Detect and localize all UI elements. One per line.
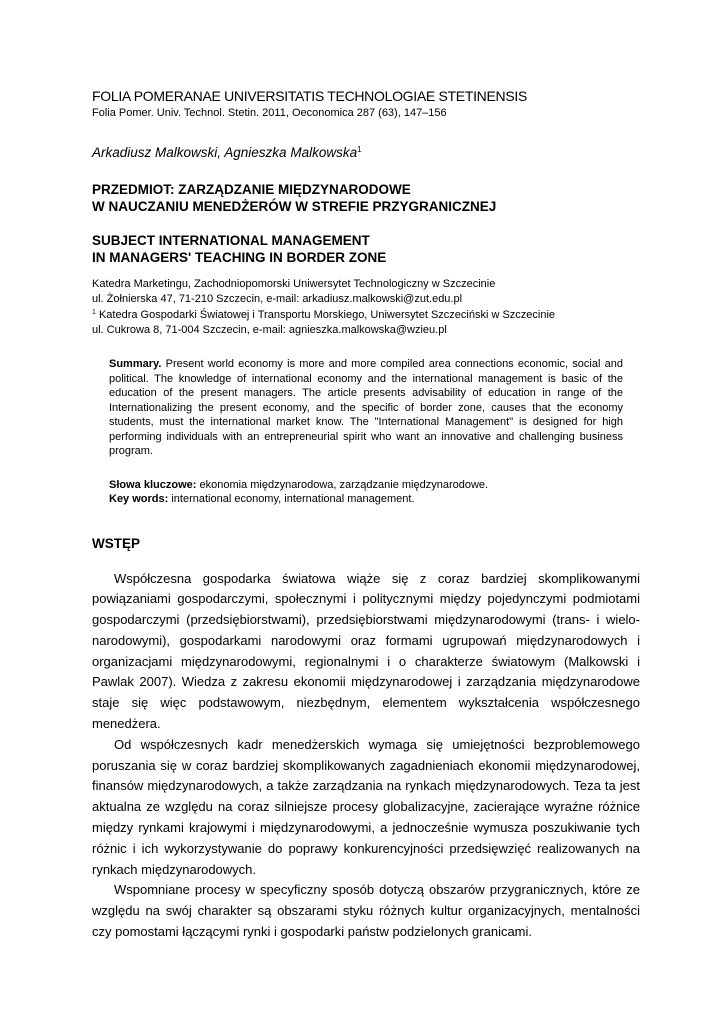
affiliation-text: Katedra Gospodarki Światowej i Transportu Morskiego, Uniwersytet Szczeciński w Szczecinie [95, 309, 556, 321]
paragraph: Od współczesnych kadr menedżerskich wymaga się umiejętności bezproblemowego poruszania się w coraz bardziej skomplikowanych zagadnieniach ekonomii międzynarodowej, finansów międzynarodowych, a także zarządzania na rynkach międzynarodowych. Teza ta jest aktualna ze względu na coraz silniejsze procesy globalizacyjne, zacierające wyraźne różnice między rynkami krajowymi i międzynarodowymi, a jednocześnie wymusza poszukiwanie tych różnic i ich wykorzystywanie do poprawy konkurencyjności przedsięwzięć realizowanych na rynkach międzynarodowych. [92, 736, 640, 877]
affiliation-footnote-mark: 1 [92, 309, 96, 316]
journal-citation: Folia Pomer. Univ. Technol. Stetin. 2011, Oeconomica 287 (63), 147–156 [92, 107, 447, 119]
title-pl-line2: W NAUCZANIU MENEDŻERÓW W STREFIE PRZYGRANICZNEJ [92, 199, 497, 214]
paragraph: Wspomniane procesy w specyficzny sposób dotyczą obszarów przygranicznych, które ze względu na swój charakter są obszarami styku różnych kultur organizacyjnych, mentalności czy pomostami łączącymi rynki i gospodarki państw podzielonych granicami. [92, 882, 640, 940]
affiliation-line: ul. Żołnierska 47, 71-210 Szczecin, e-mail: arkadiusz.malkowski@zut.edu.pl [92, 292, 463, 305]
journal-title: FOLIA POMERANAE UNIVERSITATIS TECHNOLOGIAE STETINENSIS [92, 88, 527, 104]
abstract [109, 357, 623, 459]
title-en-line2: IN MANAGERS' TEACHING IN BORDER ZONE [92, 250, 387, 265]
section-heading: WSTĘP [92, 535, 141, 551]
author-footnote-mark: 1 [357, 145, 362, 154]
affiliation-line [92, 306, 640, 323]
title-pl-line1: PRZEDMIOT: ZARZĄDZANIE MIĘDZYNARODOWE [92, 182, 411, 197]
keywords-en-text: international economy, international management. [168, 492, 415, 505]
affiliation-line: Katedra Marketingu, Zachodniopomorski Uniwersytet Technologiczny w Szczecinie [92, 278, 496, 290]
title-polish [92, 181, 640, 215]
title-en-line1: SUBJECT INTERNATIONAL MANAGEMENT [92, 233, 370, 248]
paragraph: Współczesna gospodarka światowa wiąże się z coraz bardziej skomplikowanymi powiązaniami gospodarczymi, społecznymi i politycznymi między pojedynczymi podmiotami gospodarczymi (przedsiębiorstwami), przedsiębiorstwami międzynarodowymi (trans- i wielo- narodowymi), gospodarkami narodowymi oraz formami ugrupowań międzynarodowych i organizacjami międzynarodowymi, regionalnymi i o charakterze światowym (Malkowski i Pawlak 2007). Wiedza z zakresu ekonomii międzynarodowej i zarządzania międzynarodowe staje się więc podstawowym, niezbędnym, elementem wykształcenia współczesnego menedżera. [92, 570, 640, 732]
body-text [92, 569, 640, 943]
title-english [92, 232, 640, 266]
abstract-label: Summary. [109, 358, 162, 370]
keywords-pl-label: Słowa kluczowe: [109, 478, 197, 491]
abstract-text: Present world economy is more and more compiled area connections economic, social and political. The knowledge of international economy and the international management is basic of the education of the present managers. The article presents advisability of education in range of the Internationalizing the present economy, and the specific of border zone, causes that the economy students, must the international market know. The "International Management" is designed for high performing individuals with an entrepreneurial spirit who want an innovative and challenging business program. [109, 358, 623, 457]
author-list [92, 141, 640, 161]
keywords [109, 478, 640, 506]
affiliation-line: ul. Cukrowa 8, 71-004 Szczecin, e-mail: agnieszka.malkowska@wzieu.pl [92, 323, 447, 336]
keywords-en-label: Key words: [109, 492, 169, 505]
keywords-polish [109, 478, 640, 492]
keywords-english [109, 492, 640, 506]
paper-page [92, 88, 640, 943]
keywords-pl-text: ekonomia międzynarodowa, zarządzanie międzynarodowe. [196, 478, 489, 491]
affiliations [92, 277, 640, 337]
author-names: Arkadiusz Malkowski, Agnieszka Malkowska [92, 145, 358, 160]
